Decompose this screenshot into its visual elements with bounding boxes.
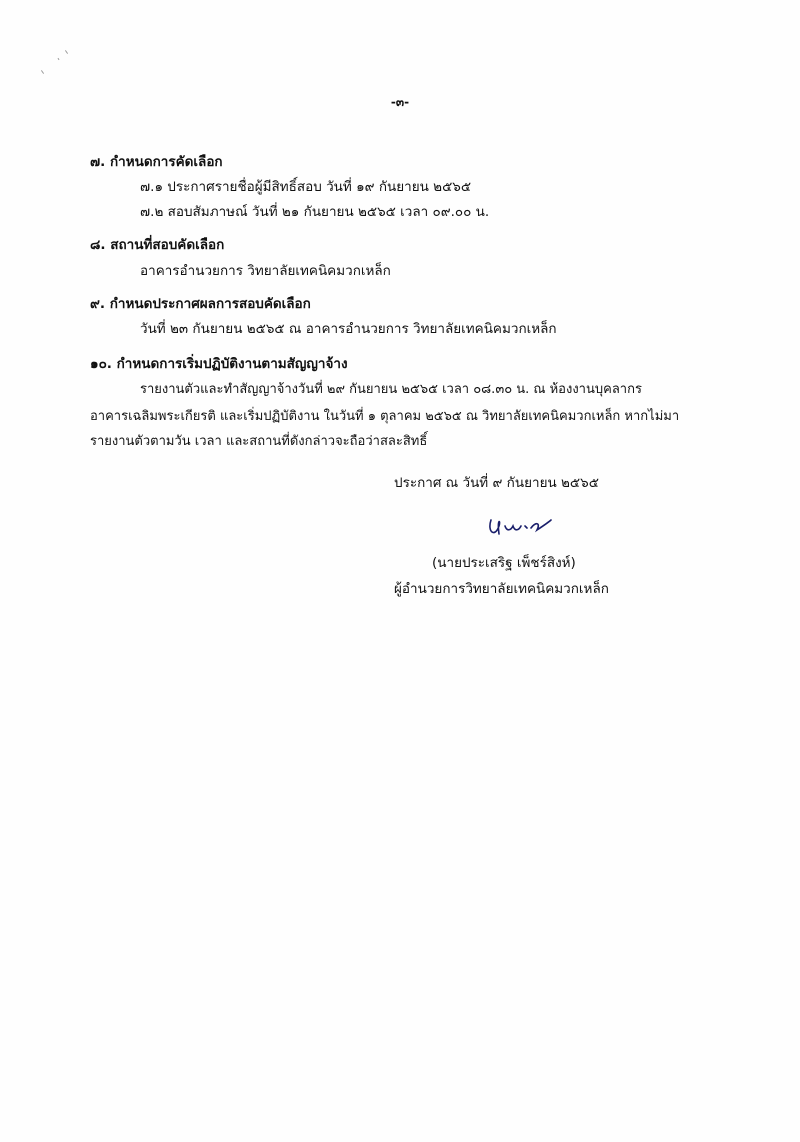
section-10-line-1: รายงานตัวและทำสัญญาจ้างวันที่ ๒๙ กันยายน ๒๕๖๕ เวลา ๐๘.๓๐ น. ณ ห้องงานบุคลากร bbox=[140, 382, 642, 397]
announcement-date: ประกาศ ณ วันที่ ๙ กันยายน ๒๕๖๕ bbox=[394, 475, 599, 491]
section-7-item-1: ๗.๑ ประกาศรายชื่อผู้มีสิทธิ์สอบ วันที่ ๑๙ กันยายน ๒๕๖๕ bbox=[140, 179, 472, 195]
section-10-line-3: รายงานตัวตามวัน เวลา และสถานที่ดังกล่าวจะถือว่าสละสิทธิ์ bbox=[90, 434, 428, 449]
section-10-line-2: อาคารเฉลิมพระเกียรติ และเริ่มปฏิบัติงาน ในวันที่ ๑ ตุลาคม ๒๕๖๕ ณ วิทยาลัยเทคนิคมวกเหล็ก หากไม่มา bbox=[90, 409, 680, 424]
section-7-item-2: ๗.๒ สอบสัมภาษณ์ วันที่ ๒๑ กันยายน ๒๕๖๕ เวลา ๐๙.๐๐ น. bbox=[140, 204, 490, 220]
scan-artifact bbox=[41, 70, 44, 74]
section-8-heading: ๘. สถานที่สอบคัดเลือก bbox=[90, 237, 225, 253]
signatory-name: (นายประเสริฐ เพ็ชร์สิงห์) bbox=[432, 555, 576, 571]
signatory-title: ผู้อำนวยการวิทยาลัยเทคนิคมวกเหล็ก bbox=[394, 581, 609, 597]
page-number: -๓- bbox=[390, 95, 410, 109]
section-10-heading: ๑๐. กำหนดการเริ่มปฏิบัติงานตามสัญญาจ้าง bbox=[90, 356, 348, 372]
section-9-item-1: วันที่ ๒๓ กันยายน ๒๕๖๕ ณ อาคารอำนวยการ วิทยาลัยเทคนิคมวกเหล็ก bbox=[140, 321, 557, 337]
scan-artifact bbox=[58, 58, 60, 60]
scan-artifact bbox=[65, 50, 68, 54]
section-7-heading: ๗. กำหนดการคัดเลือก bbox=[90, 154, 223, 170]
section-9-heading: ๙. กำหนดประกาศผลการสอบคัดเลือก bbox=[90, 296, 311, 312]
section-8-item-1: อาคารอำนวยการ วิทยาลัยเทคนิคมวกเหล็ก bbox=[140, 263, 391, 279]
signature-scribble bbox=[485, 512, 555, 542]
